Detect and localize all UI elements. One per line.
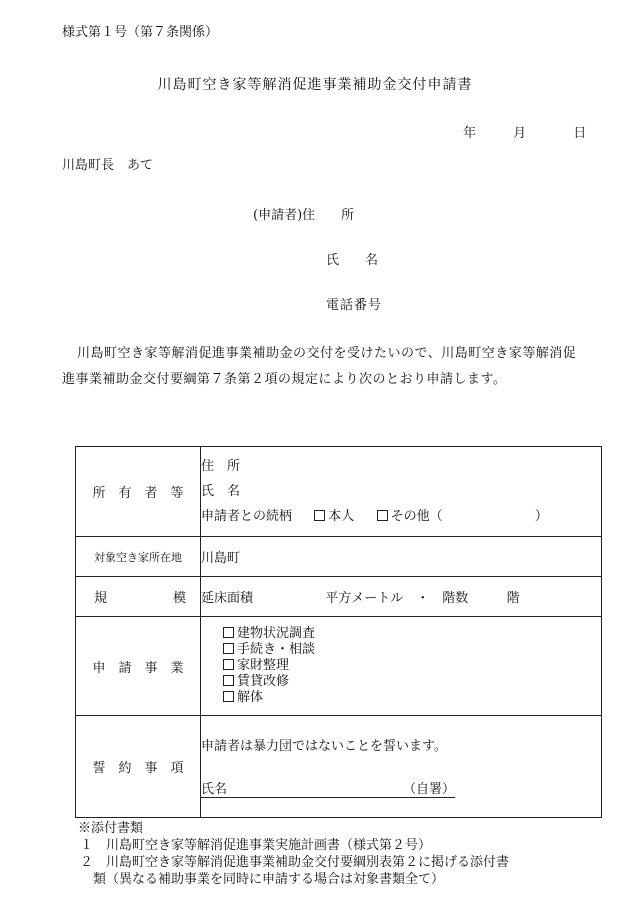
date-day: 日 <box>573 126 587 141</box>
owner-relation <box>201 504 601 529</box>
project-item-label: 手続き・相談 <box>237 642 316 657</box>
checkbox-project[interactable] <box>223 627 234 638</box>
form-number: 様式第１号（第７条関係） <box>62 25 219 40</box>
owner-name: 氏 名 <box>201 484 241 499</box>
scale-value <box>201 577 602 617</box>
applicant-phone-label: 電話番号 <box>326 298 383 313</box>
area-unit: 平方メートル ・ 階数 <box>325 591 469 606</box>
date-line <box>463 122 586 141</box>
owner-cell <box>201 447 602 537</box>
date-year: 年 <box>463 126 477 141</box>
pledge-label: 誓 約 事 項 <box>76 716 201 818</box>
attachment-item: ２ 川島町空き家等解消促進事業補助金交付要綱別表第２に掲げる添付書 <box>80 855 510 870</box>
owner-label: 所 有 者 等 <box>76 447 201 537</box>
scale-row <box>76 577 602 617</box>
checkbox-other[interactable] <box>377 510 388 521</box>
project-item <box>223 642 601 658</box>
floor-unit: 階 <box>506 591 520 606</box>
owner-address: 住 所 <box>201 459 241 474</box>
pledge-row <box>76 716 602 818</box>
attachments <box>78 820 509 888</box>
page-title: 川島町空き家等解消促進事業補助金交付申請書 <box>157 77 473 93</box>
body-paragraph: 川島町空き家等解消促進事業補助金の交付を受けたいので、川島町空き家等解消促進事業補助金交付要綱第７条第２項の規定により次のとおり申請します。 <box>62 346 577 387</box>
project-item <box>223 674 601 690</box>
other-label: その他（ <box>390 509 443 524</box>
owner-row <box>76 447 602 537</box>
attachments-heading: ※添付書類 <box>78 821 144 836</box>
attachment-item: １ 川島町空き家等解消促進事業実施計画書（様式第２号） <box>80 838 432 853</box>
applicant-address-label: 住 所 <box>302 208 355 223</box>
location-value: 川島町 <box>201 537 602 577</box>
signature-note: （自署） <box>402 782 455 797</box>
other-close: ） <box>534 509 548 524</box>
projects-list <box>201 617 602 716</box>
scale-label-left: 規 <box>94 591 108 606</box>
checkbox-project[interactable] <box>223 643 234 654</box>
location-label: 対象空き家所在地 <box>76 537 201 577</box>
pledge-cell <box>201 716 602 818</box>
checkbox-project[interactable] <box>223 691 234 702</box>
pledge-text: 申請者は暴力団ではないことを誓います。 <box>201 739 447 754</box>
application-table <box>75 446 602 818</box>
addressee: 川島町長 あて <box>62 158 154 173</box>
attachment-item: 類（異なる補助事業を同時に申請する場合は対象書類全て） <box>80 872 445 887</box>
location-row <box>76 537 602 577</box>
projects-label: 申 請 事 業 <box>76 617 201 716</box>
project-item-label: 建物状況調査 <box>237 626 316 641</box>
scale-label-right: 模 <box>172 591 186 606</box>
signature-line[interactable] <box>201 778 455 798</box>
applicant-address-row <box>253 204 354 223</box>
scale-label <box>76 577 201 617</box>
project-item <box>223 658 601 674</box>
relation-label: 申請者との続柄 <box>201 509 293 524</box>
applicant-prefix: (申請者) <box>253 208 303 223</box>
projects-row <box>76 617 602 716</box>
project-item-label: 賃貸改修 <box>237 674 290 689</box>
project-item <box>223 690 601 706</box>
project-item-label: 家財整理 <box>237 658 290 673</box>
self-label: 本人 <box>328 509 355 524</box>
checkbox-project[interactable] <box>223 675 234 686</box>
checkbox-self[interactable] <box>314 510 325 521</box>
signature-name-label: 氏名 <box>201 782 228 797</box>
project-item-label: 解体 <box>237 690 264 705</box>
applicant-name-label: 氏 名 <box>326 253 379 268</box>
project-item <box>223 626 601 642</box>
checkbox-project[interactable] <box>223 659 234 670</box>
floor-area-label: 延床面積 <box>201 591 254 606</box>
date-month: 月 <box>513 126 527 141</box>
